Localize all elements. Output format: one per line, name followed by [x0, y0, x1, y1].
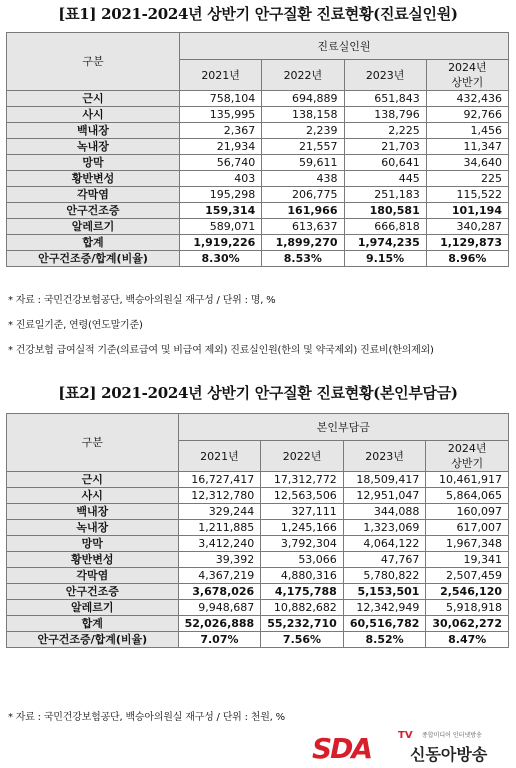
- table2-metric-header: 본인부담금: [178, 414, 508, 441]
- table1-body: [7, 91, 509, 267]
- table-cell: 19,341: [426, 552, 509, 568]
- table-cell: 1,919,226: [180, 235, 262, 251]
- row-label: 백내장: [7, 504, 179, 520]
- table-cell: 438: [262, 171, 344, 187]
- table-cell: 617,007: [426, 520, 509, 536]
- table-cell: 1,967,348: [426, 536, 509, 552]
- table-cell: 225: [426, 171, 508, 187]
- table-cell: 60,641: [344, 155, 426, 171]
- table-cell: 445: [344, 171, 426, 187]
- table-cell: 8.30%: [180, 251, 262, 267]
- table-cell: 12,312,780: [178, 488, 261, 504]
- table-cell: 53,066: [261, 552, 344, 568]
- row-label: 합계: [7, 616, 179, 632]
- table-row: [7, 504, 509, 520]
- table-cell: 1,899,270: [262, 235, 344, 251]
- row-label: 녹내장: [7, 520, 179, 536]
- row-label: 망막: [7, 155, 180, 171]
- table-cell: 1,974,235: [344, 235, 426, 251]
- table-cell: 251,183: [344, 187, 426, 203]
- row-label: 백내장: [7, 123, 180, 139]
- table-cell: 4,175,788: [261, 584, 344, 600]
- table-cell: 329,244: [178, 504, 261, 520]
- table-row: [7, 187, 509, 203]
- table-row: [7, 552, 509, 568]
- table-cell: 160,097: [426, 504, 509, 520]
- table-cell: 1,245,166: [261, 520, 344, 536]
- table-cell: 2,367: [180, 123, 262, 139]
- table-cell: 180,581: [344, 203, 426, 219]
- table-row: [7, 600, 509, 616]
- table-row: [7, 107, 509, 123]
- table1: [6, 32, 509, 267]
- table-cell: 206,775: [262, 187, 344, 203]
- table-row: [7, 616, 509, 632]
- logo-name: 신동아방송: [410, 745, 488, 764]
- table1-year-header: 2021년: [180, 60, 262, 91]
- table-cell: 4,880,316: [261, 568, 344, 584]
- table-cell: 340,287: [426, 219, 508, 235]
- row-label: 각막염: [7, 187, 180, 203]
- table-cell: 7.07%: [178, 632, 261, 648]
- table-cell: 59,611: [262, 155, 344, 171]
- logo-subtitle: 종합미디어 인터넷방송: [422, 732, 482, 739]
- table-cell: 758,104: [180, 91, 262, 107]
- row-label: 녹내장: [7, 139, 180, 155]
- table-cell: 34,640: [426, 155, 508, 171]
- row-label: 황반변성: [7, 171, 180, 187]
- table-cell: 1,211,885: [178, 520, 261, 536]
- table2-header-row1: [7, 414, 509, 441]
- logo-mark: SDA: [312, 732, 372, 765]
- table-cell: 60,516,782: [343, 616, 426, 632]
- table-cell: 56,740: [180, 155, 262, 171]
- table-row: [7, 219, 509, 235]
- table-cell: 115,522: [426, 187, 508, 203]
- table-cell: 9.15%: [344, 251, 426, 267]
- table-cell: 92,766: [426, 107, 508, 123]
- table-cell: 651,843: [344, 91, 426, 107]
- table-cell: 195,298: [180, 187, 262, 203]
- table2-note: * 자료 : 국민건강보험공단, 백승아의원실 재구성 / 단위 : 천원, %: [8, 712, 285, 723]
- row-label: 사시: [7, 488, 179, 504]
- table-cell: 2,225: [344, 123, 426, 139]
- table-row: [7, 568, 509, 584]
- table-cell: 8.52%: [343, 632, 426, 648]
- table-row: [7, 171, 509, 187]
- table2-group-header: 구분: [7, 414, 179, 472]
- table-cell: 10,461,917: [426, 472, 509, 488]
- table-cell: 18,509,417: [343, 472, 426, 488]
- table-cell: 3,678,026: [178, 584, 261, 600]
- row-label: 안구건조증/합계(비율): [7, 251, 180, 267]
- table-cell: 16,727,417: [178, 472, 261, 488]
- table-cell: 11,347: [426, 139, 508, 155]
- table1-note: * 자료 : 국민건강보험공단, 백승아의원실 재구성 / 단위 : 명, %: [8, 295, 276, 306]
- table-cell: 7.56%: [261, 632, 344, 648]
- table-row: [7, 536, 509, 552]
- table-cell: 17,312,772: [261, 472, 344, 488]
- table1-group-header: 구분: [7, 33, 180, 91]
- table2-body: [7, 472, 509, 648]
- table2-notes: [8, 711, 285, 736]
- table-cell: 5,864,065: [426, 488, 509, 504]
- table-row: [7, 632, 509, 648]
- row-label: 알레르기: [7, 219, 180, 235]
- table-row: [7, 235, 509, 251]
- table-row: [7, 139, 509, 155]
- table1-year-header: 2023년: [344, 60, 426, 91]
- table-cell: 5,153,501: [343, 584, 426, 600]
- table1-header-row1: [7, 33, 509, 60]
- table-cell: 12,563,506: [261, 488, 344, 504]
- row-label: 알레르기: [7, 600, 179, 616]
- table-cell: 47,767: [343, 552, 426, 568]
- table-cell: 1,456: [426, 123, 508, 139]
- table-cell: 39,392: [178, 552, 261, 568]
- row-label: 사시: [7, 107, 180, 123]
- table1-year-header: 2022년: [262, 60, 344, 91]
- table2-year-header: 2021년: [178, 441, 261, 472]
- table-cell: 5,918,918: [426, 600, 509, 616]
- table-cell: 52,026,888: [178, 616, 261, 632]
- table-cell: 55,232,710: [261, 616, 344, 632]
- table-cell: 3,792,304: [261, 536, 344, 552]
- table-cell: 12,951,047: [343, 488, 426, 504]
- table-cell: 589,071: [180, 219, 262, 235]
- table2-year-header: 2024년 상반기: [426, 441, 509, 472]
- table-cell: 1,323,069: [343, 520, 426, 536]
- row-label: 각막염: [7, 568, 179, 584]
- table-row: [7, 472, 509, 488]
- table1-title: [표1] 2021-2024년 상반기 안구질환 진료현황(진료실인원): [58, 5, 458, 23]
- table-cell: 4,064,122: [343, 536, 426, 552]
- logo-tv: TV: [398, 730, 413, 741]
- table1-note: * 진료일기준, 연령(연도말기준): [8, 320, 143, 331]
- table2-year-header: 2022년: [261, 441, 344, 472]
- row-label: 근시: [7, 91, 180, 107]
- table-cell: 2,507,459: [426, 568, 509, 584]
- row-label: 망막: [7, 536, 179, 552]
- table-cell: 432,436: [426, 91, 508, 107]
- table-cell: 3,412,240: [178, 536, 261, 552]
- table-cell: 8.96%: [426, 251, 508, 267]
- table-cell: 21,934: [180, 139, 262, 155]
- table-cell: 30,062,272: [426, 616, 509, 632]
- table-cell: 2,239: [262, 123, 344, 139]
- table-cell: 138,796: [344, 107, 426, 123]
- table-row: [7, 520, 509, 536]
- row-label: 근시: [7, 472, 179, 488]
- table-cell: 12,342,949: [343, 600, 426, 616]
- table-row: [7, 91, 509, 107]
- table-row: [7, 584, 509, 600]
- table-cell: 5,780,822: [343, 568, 426, 584]
- table-row: [7, 251, 509, 267]
- table-cell: 135,995: [180, 107, 262, 123]
- table2-year-header: 2023년: [343, 441, 426, 472]
- table-cell: 161,966: [262, 203, 344, 219]
- row-label: 황반변성: [7, 552, 179, 568]
- table-cell: 8.47%: [426, 632, 509, 648]
- table1-note: * 건강보험 급여실적 기준(의료급여 및 비급여 제외) 진료실인원(한의 및 약국제외) 진료비(한의제외): [8, 345, 434, 356]
- table1-year-header: 2024년 상반기: [426, 60, 508, 91]
- table-cell: 344,088: [343, 504, 426, 520]
- table-cell: 327,111: [261, 504, 344, 520]
- table-cell: 138,158: [262, 107, 344, 123]
- table-row: [7, 123, 509, 139]
- table-cell: 21,703: [344, 139, 426, 155]
- table-row: [7, 203, 509, 219]
- row-label: 안구건조증: [7, 203, 180, 219]
- table1-notes: [8, 294, 434, 369]
- table2-title: [표2] 2021-2024년 상반기 안구질환 진료현황(본인부담금): [58, 384, 458, 402]
- table-cell: 666,818: [344, 219, 426, 235]
- table2: [6, 413, 509, 648]
- table-cell: 403: [180, 171, 262, 187]
- sda-tv-logo: [312, 728, 512, 766]
- row-label: 안구건조증: [7, 584, 179, 600]
- table-cell: 613,637: [262, 219, 344, 235]
- row-label: 안구건조증/합계(비율): [7, 632, 179, 648]
- table-cell: 4,367,219: [178, 568, 261, 584]
- table-cell: 694,889: [262, 91, 344, 107]
- table-cell: 9,948,687: [178, 600, 261, 616]
- table-cell: 8.53%: [262, 251, 344, 267]
- table-row: [7, 488, 509, 504]
- table-row: [7, 155, 509, 171]
- table-cell: 21,557: [262, 139, 344, 155]
- table-cell: 101,194: [426, 203, 508, 219]
- table-cell: 10,882,682: [261, 600, 344, 616]
- table-cell: 159,314: [180, 203, 262, 219]
- row-label: 합계: [7, 235, 180, 251]
- table1-metric-header: 진료실인원: [180, 33, 509, 60]
- table-cell: 1,129,873: [426, 235, 508, 251]
- table-cell: 2,546,120: [426, 584, 509, 600]
